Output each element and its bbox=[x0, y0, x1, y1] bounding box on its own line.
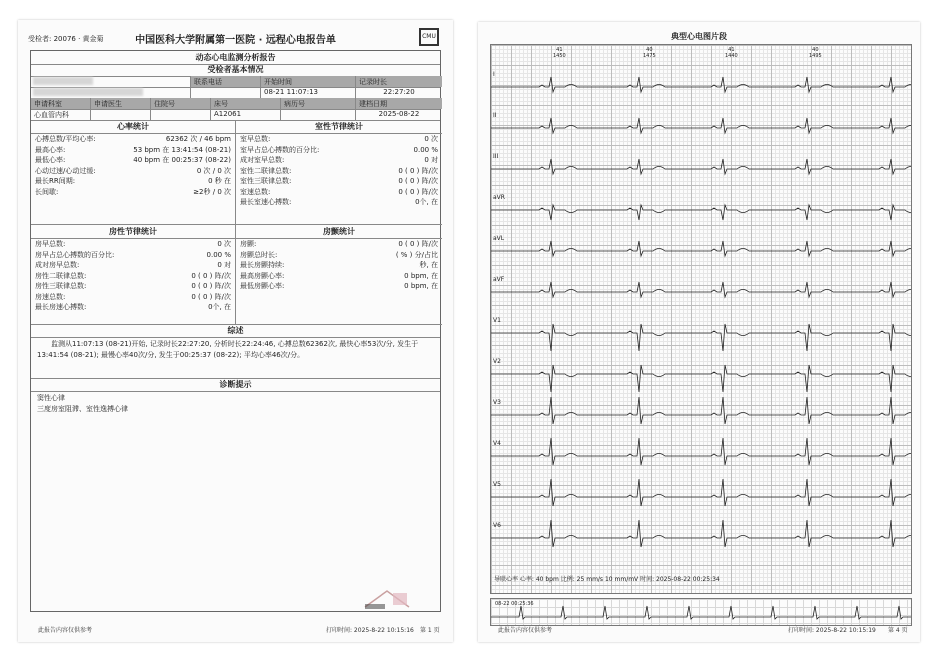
stat-label: 室性三联律总数: bbox=[240, 177, 292, 185]
stat-label: 心搏总数/平均心率: bbox=[35, 135, 96, 143]
rr-interval-label bbox=[553, 47, 566, 59]
rhythm-strip bbox=[490, 598, 912, 626]
heart_rate-stat-row bbox=[31, 134, 235, 145]
stat-label: 房颤总时长: bbox=[240, 250, 278, 259]
rr-ms: 1440 bbox=[725, 53, 738, 59]
af-title: 房颤统计 bbox=[236, 225, 442, 239]
atrial-panel bbox=[31, 225, 236, 325]
footer-page-number: 第 1 页 bbox=[420, 627, 440, 634]
af-stat-row bbox=[236, 281, 442, 292]
ecg-trace-line bbox=[491, 118, 911, 133]
rhythm-time: 08-22 00:25:36 bbox=[495, 601, 534, 607]
blurred-name bbox=[31, 76, 191, 87]
stat-value: 0 ( 0 ) 阵/次 bbox=[191, 282, 231, 290]
lead-label: V1 bbox=[493, 317, 501, 324]
heart-rate-title: 心率统计 bbox=[31, 120, 235, 134]
lead-label: V4 bbox=[493, 440, 501, 447]
rr-interval-label bbox=[725, 47, 738, 59]
report-title: 动态心电监测分析报告 bbox=[31, 51, 440, 65]
stat-label: 房性二联律总数: bbox=[35, 271, 87, 280]
stat-value: 53 bpm 在 13:41:54 (08-21) bbox=[133, 145, 231, 154]
report-page-1 bbox=[18, 20, 453, 642]
ecg-trace-line bbox=[491, 479, 911, 506]
stat-value: 62362 次 / 46 bpm bbox=[165, 135, 231, 143]
stat-label: 房速总数: bbox=[35, 292, 66, 301]
page-header bbox=[28, 30, 443, 48]
stat-label: 最低房颤心率: bbox=[240, 282, 285, 290]
col-start-time: 开始时间 bbox=[261, 76, 356, 87]
stat-label: 房性三联律总数: bbox=[35, 282, 87, 290]
lead-label: aVF bbox=[493, 276, 505, 283]
stat-label: 最低心率: bbox=[35, 156, 66, 164]
stat-label: 室速总数: bbox=[240, 187, 271, 196]
lead-label: V5 bbox=[493, 481, 501, 488]
report-frame bbox=[30, 50, 441, 612]
ventricular-stat-row bbox=[236, 166, 442, 177]
af-stat-row bbox=[236, 250, 442, 261]
stat-value: 0 ( 0 ) 阵/次 bbox=[398, 187, 438, 196]
col-inpatient-no: 住院号 bbox=[151, 98, 211, 109]
patient-label: 受检者: 20076 · 黄金菊 bbox=[28, 35, 104, 43]
col-doctor: 申请医生 bbox=[91, 98, 151, 109]
ecg-traces bbox=[491, 45, 911, 593]
ecg-grid bbox=[490, 44, 912, 594]
footer-print-time: 打印时间: 2025-8-22 10:15:16 bbox=[326, 627, 414, 634]
patient-section-title: 受检者基本情况 bbox=[31, 64, 440, 77]
summary-title: 综述 bbox=[31, 325, 440, 338]
diagnosis-line: 窦性心律 bbox=[37, 394, 65, 402]
heart-rate-panel bbox=[31, 120, 236, 225]
ecg-trace-line bbox=[491, 282, 911, 297]
ventricular-stat-row bbox=[236, 155, 442, 166]
rr-rate: 40 bbox=[646, 47, 653, 53]
rhythm-trace bbox=[491, 599, 911, 625]
stat-value: ( % ) 分/占比 bbox=[395, 250, 438, 259]
ventricular-stat-row bbox=[236, 197, 442, 208]
atrial-stat-row bbox=[31, 260, 235, 271]
stat-value: 0个, 在 bbox=[415, 198, 438, 206]
stat-value: 0 对 bbox=[217, 261, 231, 269]
atrial-stat-row bbox=[31, 292, 235, 303]
ecg-trace-line bbox=[491, 520, 911, 547]
stat-label: 成对房早总数: bbox=[35, 261, 80, 269]
ecg-trace-line bbox=[491, 159, 911, 174]
hospital-title: 中国医科大学附属第一医院 · 远程心电报告单 bbox=[135, 35, 336, 46]
footer-disclaimer-2: 此报告内容仅供参考 bbox=[498, 627, 553, 634]
ventricular-title: 室性节律统计 bbox=[236, 120, 442, 134]
ecg-trace-line bbox=[491, 365, 911, 392]
stat-label: 最长室速心搏数: bbox=[240, 198, 292, 206]
ventricular-stat-row bbox=[236, 134, 442, 145]
stat-label: 成对室早总数: bbox=[240, 156, 285, 164]
heart_rate-stat-row bbox=[31, 155, 235, 166]
rr-ms: 1495 bbox=[809, 53, 822, 59]
col-duration: 记录时长 bbox=[356, 76, 442, 87]
rhythm-trace-line bbox=[491, 606, 911, 619]
signature-stamp-icon bbox=[363, 587, 411, 611]
diagnosis-lines bbox=[37, 393, 128, 415]
af-stat-row bbox=[236, 271, 442, 282]
stat-value: ≥2秒 / 0 次 bbox=[193, 187, 231, 196]
footer-print-time-2: 打印时间: 2025-8-22 10:15:19 bbox=[788, 627, 876, 634]
stat-value: 0 ( 0 ) 阵/次 bbox=[398, 177, 438, 185]
stat-label: 室早总数: bbox=[240, 135, 271, 143]
rr-rate: 40 bbox=[812, 47, 819, 53]
stat-label: 最长房速心搏数: bbox=[35, 303, 87, 311]
ecg-info: 导联心率 心率: 40 bpm 比例: 25 mm/s 10 mm/mV 时间: 2025-08-22 00:25:34 bbox=[494, 576, 720, 583]
bed-value: A12061 bbox=[211, 109, 281, 120]
heart_rate-stat-row bbox=[31, 176, 235, 187]
duration-value: 22:27:20 bbox=[383, 88, 415, 96]
department-value: 心血管内科 bbox=[31, 109, 91, 120]
heart_rate-stat-row bbox=[31, 145, 235, 156]
stat-label: 房颤: bbox=[240, 240, 257, 248]
atrial-title: 房性节律统计 bbox=[31, 225, 235, 239]
stat-value: 0 bpm, 在 bbox=[404, 271, 438, 280]
diagnosis-title: 诊断提示 bbox=[31, 379, 440, 392]
atrial-stat-row bbox=[31, 250, 235, 261]
lead-label: aVR bbox=[493, 194, 505, 201]
ventricular-stat-row bbox=[236, 145, 442, 156]
ventricular-stat-row bbox=[236, 187, 442, 198]
lead-label: V3 bbox=[493, 399, 501, 406]
rr-rate: 41 bbox=[728, 47, 735, 53]
af-stat-row bbox=[236, 260, 442, 271]
lead-label: III bbox=[493, 153, 499, 160]
stat-value: 0 bpm, 在 bbox=[404, 282, 438, 290]
footer-page-number-2: 第 4 页 bbox=[888, 627, 908, 634]
stat-value: 0个, 在 bbox=[208, 303, 231, 311]
stat-label: 室早占总心搏数的百分比: bbox=[240, 145, 320, 154]
lead-label: aVL bbox=[493, 235, 505, 242]
ecg-trace-line bbox=[491, 324, 911, 351]
summary-text: 监测从11:07:13 (08-21)开始, 记录时长22:27:20, 分析时长22:24:46, 心搏总数62362次, 最快心率53次/分, 发生于13:41:54 (08-21); 最慢心率40次/分, 发生于00:25:37 (08-22); 平均心率46次/分。 bbox=[31, 337, 440, 379]
lead-label: II bbox=[493, 112, 497, 119]
atrial-stat-row bbox=[31, 281, 235, 292]
stat-value: 0 ( 0 ) 阵/次 bbox=[191, 271, 231, 280]
stat-label: 房早总数: bbox=[35, 240, 66, 248]
ecg-trace-line bbox=[491, 438, 911, 465]
lead-label: I bbox=[493, 71, 495, 78]
stat-label: 房早占总心搏数的百分比: bbox=[35, 250, 115, 259]
stat-label: 最高房颤心率: bbox=[240, 271, 285, 280]
col-file-date: 建档日期 bbox=[356, 98, 442, 109]
start-time-value: 08-21 11:07:13 bbox=[261, 87, 356, 98]
stat-value: 秒, 在 bbox=[419, 261, 438, 269]
atrial-stat-row bbox=[31, 271, 235, 282]
stat-value: 0 次 / 0 次 bbox=[196, 166, 231, 175]
rr-ms: 1450 bbox=[553, 53, 566, 59]
stat-value: 0 秒 在 bbox=[208, 177, 231, 185]
atrial-stat-row bbox=[31, 302, 235, 313]
lead-label: V6 bbox=[493, 522, 501, 529]
ventricular-stat-row bbox=[236, 176, 442, 187]
ecg-trace-line bbox=[491, 205, 911, 220]
ecg-trace-line bbox=[491, 77, 911, 92]
col-department: 申请科室 bbox=[31, 98, 91, 109]
rr-interval-label bbox=[809, 47, 822, 59]
stat-value: 0.00 % bbox=[413, 145, 438, 154]
col-bed: 床号 bbox=[211, 98, 281, 109]
af-panel bbox=[236, 225, 442, 325]
col-phone: 联系电话 bbox=[191, 76, 261, 87]
report-page-4 bbox=[478, 22, 920, 642]
rr-interval-label bbox=[643, 47, 656, 59]
stat-label: 最长RR间期: bbox=[35, 177, 76, 185]
stat-value: 0 ( 0 ) 阵/次 bbox=[398, 166, 438, 175]
stat-value: 0 ( 0 ) 阵/次 bbox=[191, 292, 231, 301]
ventricular-panel bbox=[236, 120, 442, 225]
stat-value: 0 ( 0 ) 阵/次 bbox=[398, 240, 438, 248]
stat-value: 40 bpm 在 00:25:37 (08-22) bbox=[133, 156, 231, 164]
heart_rate-stat-row bbox=[31, 187, 235, 198]
lead-label: V2 bbox=[493, 358, 501, 365]
file-date-value: 2025-08-22 bbox=[378, 110, 420, 118]
stat-label: 最长房颤持续: bbox=[240, 261, 285, 269]
stat-value: 0.00 % bbox=[206, 250, 231, 259]
footer-disclaimer: 此报告内容仅供参考 bbox=[38, 627, 93, 634]
hospital-logo-icon: CMU bbox=[419, 28, 439, 46]
ecg-title: 典型心电图片段 bbox=[671, 32, 727, 41]
rr-ms: 1475 bbox=[643, 53, 656, 59]
heart_rate-stat-row bbox=[31, 166, 235, 177]
rr-rate: 41 bbox=[556, 47, 563, 53]
stat-label: 长间歇: bbox=[35, 187, 59, 196]
af-stat-row bbox=[236, 239, 442, 250]
stat-label: 心动过速/心动过缓: bbox=[35, 166, 96, 175]
ecg-trace-line bbox=[491, 241, 911, 256]
diagnosis-line: 三度房室阻滞、室性逸搏心律 bbox=[37, 405, 128, 413]
stat-value: 0 次 bbox=[217, 240, 231, 248]
col-record-no: 病历号 bbox=[281, 98, 356, 109]
stat-value: 0 次 bbox=[424, 135, 438, 143]
atrial-stat-row bbox=[31, 239, 235, 250]
stat-label: 室性二联律总数: bbox=[240, 166, 292, 175]
stat-label: 最高心率: bbox=[35, 145, 66, 154]
stat-value: 0 对 bbox=[424, 156, 438, 164]
ecg-trace-line bbox=[491, 397, 911, 424]
